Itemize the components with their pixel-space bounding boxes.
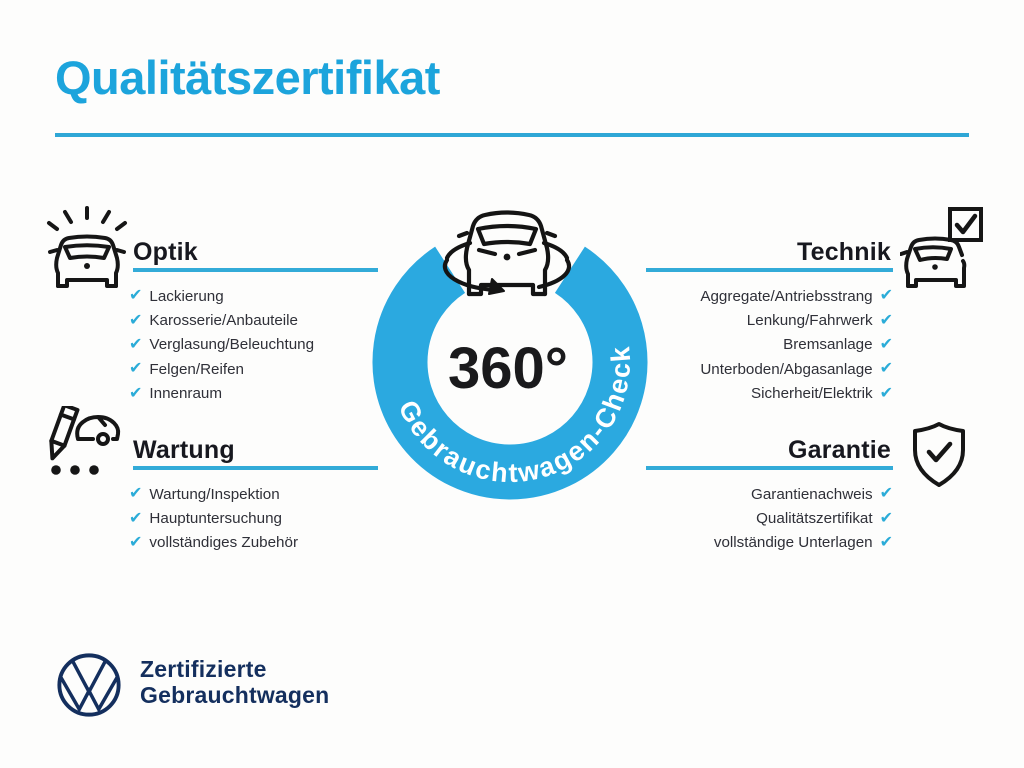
360-check-badge — [345, 185, 675, 515]
check-icon: ✔ — [879, 531, 893, 551]
section-rule-technik — [646, 268, 893, 272]
check-icon: ✔ — [879, 483, 893, 503]
shield-check-icon — [908, 420, 970, 490]
list-item — [593, 531, 893, 555]
vw-logo — [55, 651, 123, 719]
check-icon: ✔ — [129, 507, 143, 527]
check-icon: ✔ — [879, 333, 893, 353]
list-item — [129, 506, 298, 530]
check-icon: ✔ — [129, 531, 143, 551]
section-title-technik: Technik — [796, 238, 891, 266]
section-rule-garantie — [646, 466, 893, 470]
header-divider — [55, 133, 969, 137]
check-icon: ✔ — [879, 358, 893, 378]
check-icon: ✔ — [129, 483, 143, 503]
section-title-wartung: Wartung — [133, 436, 235, 464]
item-label: Innenraum — [149, 385, 223, 403]
car-shine-icon — [44, 204, 130, 290]
item-label: Unterboden/Abgasanlage — [700, 360, 873, 378]
list-item — [129, 333, 314, 357]
list-item — [129, 357, 314, 381]
car-360-rotation-icon — [445, 213, 569, 295]
car-checkbox-icon — [900, 206, 984, 288]
footer-claim-line1: Zertifizierte — [140, 656, 267, 682]
service-record-icon — [42, 406, 128, 486]
check-icon: ✔ — [129, 382, 143, 402]
check-icon: ✔ — [879, 285, 893, 305]
item-label: Verglasung/Beleuchtung — [149, 336, 315, 354]
section-rule-wartung — [133, 466, 378, 470]
list-item — [129, 284, 314, 308]
list-item — [129, 531, 298, 555]
item-label: Sicherheit/Elektrik — [751, 385, 873, 403]
check-icon: ✔ — [129, 333, 143, 353]
item-label: Aggregate/Antriebsstrang — [700, 287, 873, 305]
page-title: Qualitätszertifikat — [55, 51, 440, 104]
item-label: Garantienachweis — [751, 485, 873, 503]
check-icon: ✔ — [129, 285, 143, 305]
item-label: vollständiges Zubehör — [149, 534, 298, 552]
item-label: Wartung/Inspektion — [149, 485, 280, 503]
badge-degrees: 360° — [448, 336, 568, 401]
check-icon: ✔ — [129, 358, 143, 378]
check-icon: ✔ — [879, 382, 893, 402]
section-rule-optik — [133, 268, 378, 272]
optik-items — [129, 284, 314, 406]
footer-claim-line2: Gebrauchtwagen — [140, 682, 330, 708]
item-label: Lackierung — [149, 287, 224, 305]
item-label: Qualitätszertifikat — [756, 510, 873, 528]
section-title-garantie: Garantie — [787, 436, 891, 464]
badge-ring-label: Gebrauchtwagen-Check — [392, 343, 637, 489]
check-icon: ✔ — [879, 507, 893, 527]
list-item — [129, 382, 314, 406]
list-item — [129, 308, 314, 332]
item-label: Felgen/Reifen — [149, 360, 244, 378]
item-label: Lenkung/Fahrwerk — [746, 312, 873, 330]
list-item — [129, 482, 298, 506]
item-label: Hauptuntersuchung — [149, 510, 282, 528]
section-title-optik: Optik — [133, 238, 198, 266]
wartung-items — [129, 482, 298, 555]
item-label: vollständige Unterlagen — [713, 534, 873, 552]
check-icon: ✔ — [879, 309, 893, 329]
check-icon: ✔ — [129, 309, 143, 329]
item-label: Karosserie/Anbauteile — [149, 312, 298, 330]
item-label: Bremsanlage — [783, 336, 873, 354]
footer-claim — [140, 656, 329, 708]
